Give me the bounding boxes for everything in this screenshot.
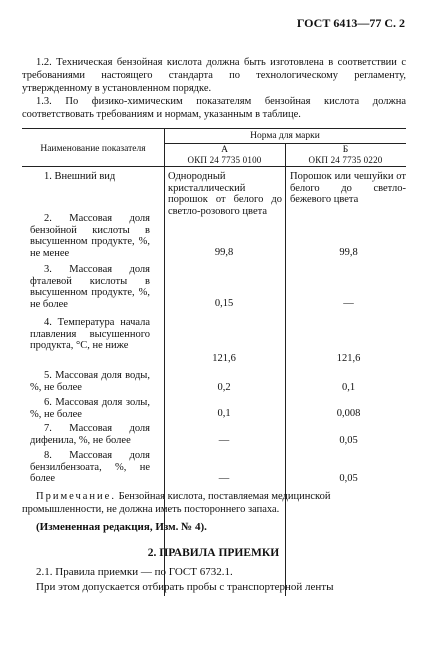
table-col-divider-2 <box>285 143 286 596</box>
table-row-3-name: 3. Массовая доля фталевой кислоты в высушенном продукте, %, не более <box>30 264 150 310</box>
amendment-note: (Измененная редакция, Изм. № 4). <box>36 521 207 533</box>
table-row-1-b: Порошок или чешуйки от белого до светло-бежевого цвета <box>290 171 406 205</box>
table-row-3-b: — <box>343 298 354 309</box>
table-row-2-a: 99,8 <box>214 247 234 258</box>
table-row-6-a: 0,1 <box>217 408 231 419</box>
table-header-grade-a: А <box>221 145 228 155</box>
paragraph-1-2: 1.2. Техническая бензойная кислота должна быть изготовлена в соответствии с требованиями настоящего стандарта по технологическому регламенту, утвержденному в установленном порядке. <box>22 57 406 94</box>
table-row-3-a: 0,15 <box>214 298 234 309</box>
paragraph-1-3: 1.3. По физико-химическим показателям бензойная кислота должна соответствовать требованиям и нормам, указанным в таблице. <box>22 96 406 120</box>
table-row-8-a: — <box>218 473 230 484</box>
section-title: 2. ПРАВИЛА ПРИЕМКИ <box>147 547 280 559</box>
table-row-5-b: 0,1 <box>341 382 356 393</box>
table-header-grade-b-okp: ОКП 24 7735 0220 <box>308 155 383 165</box>
table-header-grade-b: Б <box>342 145 349 155</box>
paragraph-2-1: 2.1. Правила приемки — по ГОСТ 6732.1. <box>36 566 233 578</box>
table-row-1-name: 1. Внешний вид <box>44 171 116 182</box>
table-row-7-b: 0,05 <box>339 435 358 446</box>
table-row-5-name: 5. Массовая доля воды, %, не более <box>30 370 150 393</box>
table-row-2-name: 2. Массовая доля бензойной кислоты в высушенном продукте, %, не менее <box>30 213 150 259</box>
paragraph-2-cont: При этом допускается отбирать пробы с транспортерной ленты <box>36 581 334 593</box>
table-note: Примечание. Бензойная кислота, поставляемая медицинской промышленности, не должна иметь постороннего запаха. <box>22 491 331 515</box>
table-row-8-b: 0,05 <box>339 473 358 484</box>
table-row-7-a: — <box>218 435 230 446</box>
table-row-8-name: 8. Массовая доля бензилбензоата, %, не более <box>30 450 150 484</box>
table-header-grade-a-okp: ОКП 24 7735 0100 <box>187 155 262 165</box>
table-row-2-b: 99,8 <box>339 247 358 258</box>
table-row-7-name: 7. Массовая доля дифенила, %, не более <box>30 423 150 446</box>
table-row-5-a: 0,2 <box>217 382 231 393</box>
table-row-1-a: Однородный кристаллический порошок от белого до светло-розового цвета <box>168 171 282 217</box>
table-row-4-a: 121,6 <box>212 353 236 364</box>
table-header-norm: Норма для марки <box>250 131 320 141</box>
page-header: ГОСТ 6413—77 С. 2 <box>296 16 405 30</box>
table-row-4-b: 121,6 <box>336 353 361 364</box>
table-top-border <box>22 128 406 129</box>
table-row-6-b: 0,008 <box>336 408 361 419</box>
table-row-4-name: 4. Температура начала плавления высушенного продукта, °С, не ниже <box>30 317 150 351</box>
table-header-name: Наименование показателя <box>40 144 146 154</box>
table-row-6-name: 6. Массовая доля золы, %, не более <box>30 397 150 420</box>
note-label: Примечание. <box>36 491 116 502</box>
